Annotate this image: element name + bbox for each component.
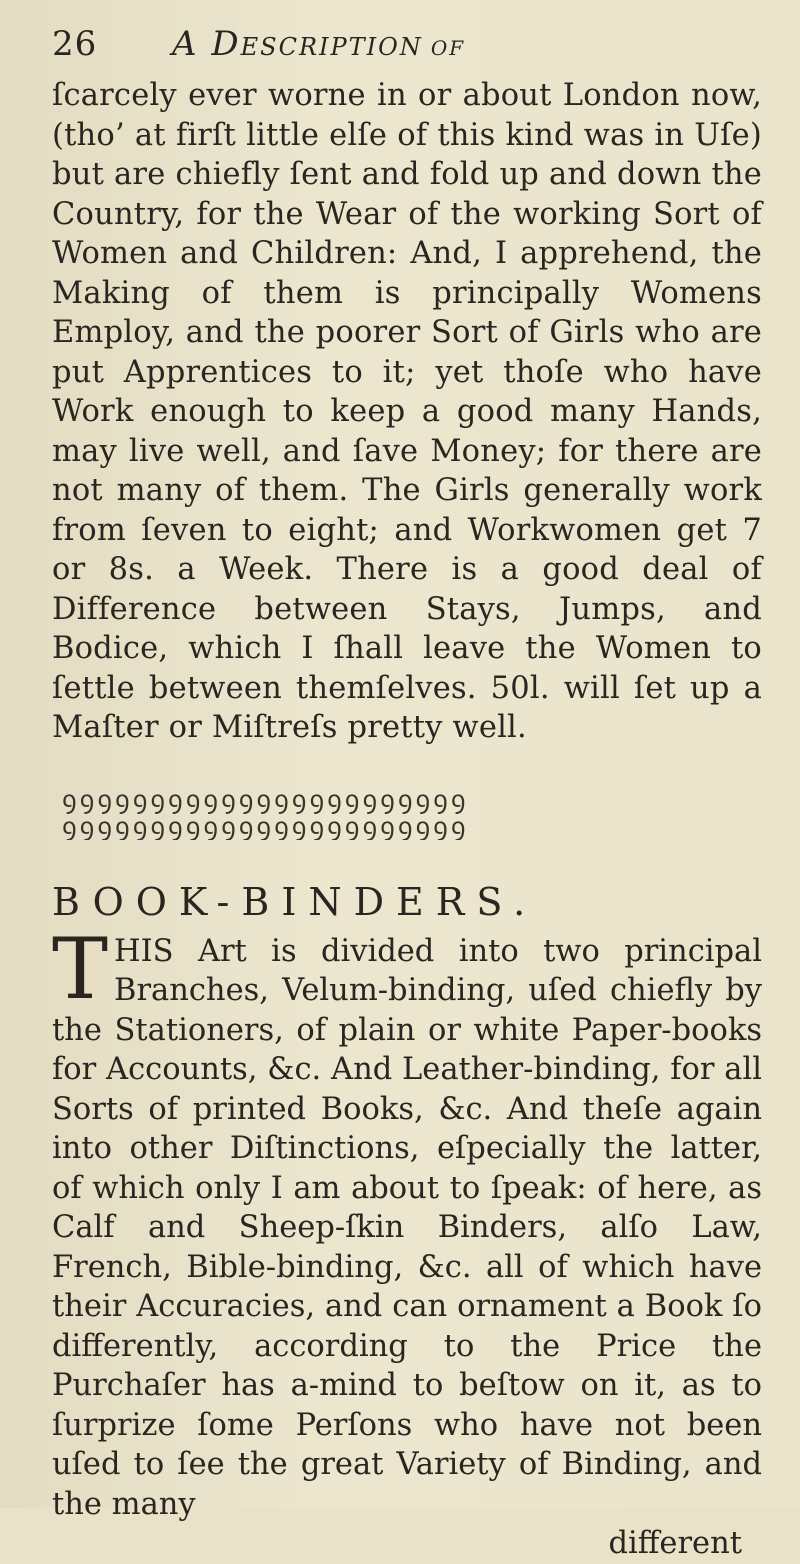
section-title: BOOK-BINDERS. bbox=[52, 879, 538, 924]
drop-cap: T bbox=[52, 919, 109, 1018]
page-number: 26 bbox=[52, 24, 98, 64]
ornament-row: ꝯꝯꝯꝯꝯꝯꝯꝯꝯꝯꝯꝯꝯꝯꝯꝯꝯꝯꝯꝯꝯꝯꝯ bbox=[62, 811, 469, 840]
stays-paragraph: ſcarcely ever worne in or about London now, (tho’ at firſt little elſe of this kind was in Uſe) but are chiefly ſent and fold up and down the Country, for the Wear of the working Sort of Women and Children: And, I apprehend, the Making of them is principally Womens Employ, and the poorer Sort of Girls who are put Apprentices to it; yet thoſe who have Work enough to keep a good many Hands, may live well, and ſave Money; for there are not many of them. The Girls generally work from ſeven to eight; and Workwomen get 7 or 8s. a Week. There is a good deal of Difference between Stays, Jumps, and Bodice, which I ſhall leave the Women to ſettle between themſelves. 50l. will ſet up a Maſter or Miſtreſs pretty well. bbox=[52, 78, 762, 745]
running-head bbox=[172, 24, 465, 64]
book-binders-paragraph bbox=[52, 919, 762, 1525]
book-binders-text: HIS Art is divided into two principal Branches, Velum-binding, uſed chiefly by the Stationers, of plain or white Paper-books for Accounts, &c. And Leather-binding, for all Sorts of printed Books, &c. And theſe again into other Diſtinctions, eſpecially the latter, of which only I am about to ſpeak: of here, as Calf and Sheep-ſkin Binders, alſo Law, French, Bible-binding, &c. all of which have their Accuracies, and can ornament a Book ſo differently, according to the Price the Purchaſer has a-mind to beſtow on it, as to ſurprize ſome Perſons who have not been uſed to ſee the great Variety of Binding, and the many bbox=[52, 933, 762, 1522]
running-head-of: of bbox=[430, 29, 466, 62]
catchword: different bbox=[608, 1526, 742, 1561]
ornament-row: ꝯꝯꝯꝯꝯꝯꝯꝯꝯꝯꝯꝯꝯꝯꝯꝯꝯꝯꝯꝯꝯꝯꝯ bbox=[62, 785, 469, 814]
ornament-band bbox=[62, 786, 762, 840]
page-header bbox=[52, 24, 762, 76]
running-head-title: A Description bbox=[172, 24, 423, 64]
